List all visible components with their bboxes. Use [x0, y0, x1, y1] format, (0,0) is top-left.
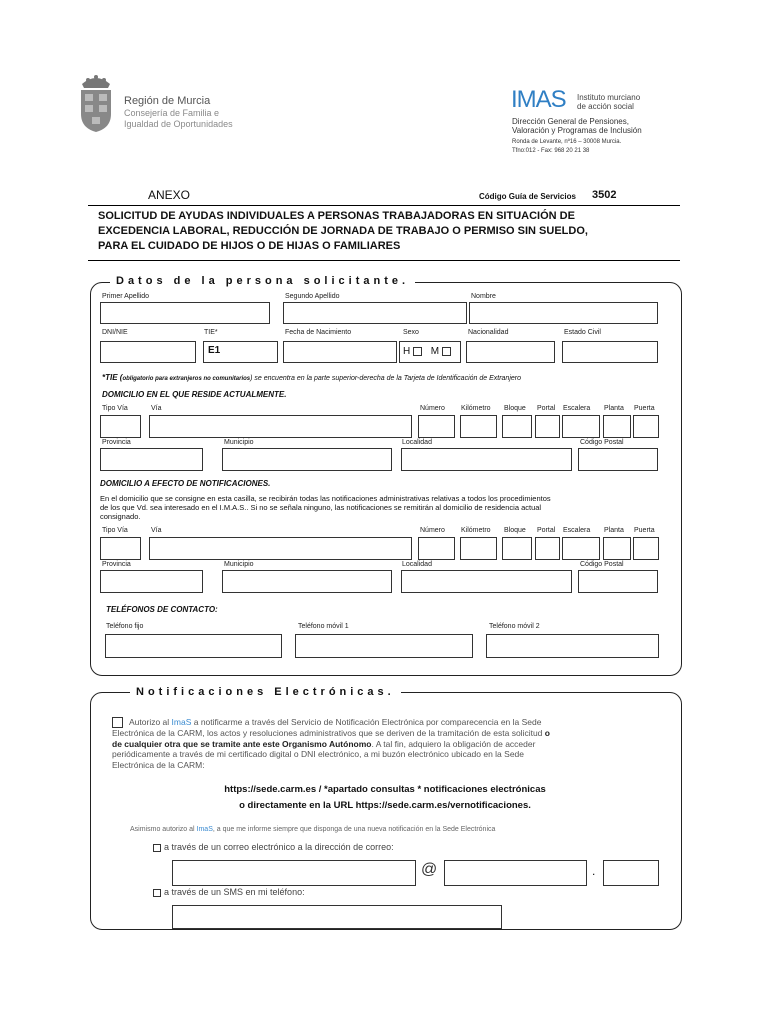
email-user-field[interactable] — [172, 860, 416, 886]
segundo-apellido-label: Segundo Apellido — [285, 293, 340, 300]
planta-label: Planta — [604, 405, 624, 412]
notificaciones-text-line1: En el domicilio que se consigne en esta casilla, se recibirán todas las notificaciones administrativas relativas a todos los procedimientos — [100, 494, 551, 503]
region-name: Región de Murcia — [124, 95, 211, 107]
notificaciones-text-line3: consignado. — [100, 512, 141, 521]
telefono-movil2-label: Teléfono móvil 2 — [489, 623, 540, 630]
planta-field[interactable] — [603, 415, 631, 438]
puerta-field[interactable] — [633, 415, 659, 438]
tipo-via-label: Tipo Vía — [102, 405, 128, 412]
fecha-nacimiento-label: Fecha de Nacimiento — [285, 329, 352, 336]
notif-escalera-field[interactable] — [562, 537, 600, 560]
sexo-label: Sexo — [403, 329, 419, 336]
notif-planta-field[interactable] — [603, 537, 631, 560]
sms-phone-field[interactable] — [172, 905, 502, 929]
sede-url-line2[interactable]: o directamente en la URL https://sede.carm.es/vernotificaciones. — [239, 800, 531, 811]
sede-url-line1[interactable]: https://sede.carm.es / *apartado consultas * notificaciones electrónicas — [224, 784, 546, 795]
primer-apellido-field[interactable] — [100, 302, 270, 324]
email-option: a través de un correo electrónico a la dirección de correo: — [153, 842, 394, 852]
nacionalidad-label: Nacionalidad — [468, 329, 509, 336]
notif-portal-field[interactable] — [535, 537, 560, 560]
notif-numero-label: Número — [420, 527, 445, 534]
notif-planta-label: Planta — [604, 527, 624, 534]
codigo-postal-label: Código Postal — [580, 439, 624, 446]
sms-option-checkbox[interactable] — [153, 889, 161, 897]
electronicas-heading: Notificaciones Electrónicas. — [130, 686, 401, 698]
notif-codigo-postal-field[interactable] — [578, 570, 658, 593]
notificaciones-text-line2: de los que Vd. sea interesado en el I.M.A.S.. Si no se señala ninguno, las notificaciones se remitirán al domicilio de residencia actual — [100, 503, 542, 512]
notif-localidad-label: Localidad — [402, 561, 432, 568]
imas-logo: IMAS — [511, 86, 566, 113]
title-box — [88, 205, 680, 261]
telefono-fijo-label: Teléfono fijo — [106, 623, 144, 630]
telefono-movil1-label: Teléfono móvil 1 — [298, 623, 349, 630]
notif-via-label: Vía — [151, 527, 162, 534]
title-line1: SOLICITUD DE AYUDAS INDIVIDUALES A PERSONAS TRABAJADORAS EN SITUACIÓN DE — [98, 210, 575, 222]
nombre-label: Nombre — [471, 293, 496, 300]
direccion-line2: Valoración y Programas de Inclusión — [512, 126, 642, 135]
dni-field[interactable] — [100, 341, 196, 363]
notif-codigo-postal-label: Código Postal — [580, 561, 624, 568]
via-field[interactable] — [149, 415, 412, 438]
consejeria-line1: Consejería de Familia e — [124, 108, 220, 118]
notif-puerta-label: Puerta — [634, 527, 655, 534]
email-tld-field[interactable] — [603, 860, 659, 886]
title-line2: EXCEDENCIA LABORAL, REDUCCIÓN DE JORNADA DE TRABAJO O PERMISO SIN SUELDO, — [98, 225, 588, 237]
tipo-via-field[interactable] — [100, 415, 141, 438]
notif-provincia-label: Provincia — [102, 561, 131, 568]
notif-puerta-field[interactable] — [633, 537, 659, 560]
portal-label: Portal — [537, 405, 556, 412]
codigo-guia-value: 3502 — [592, 189, 617, 201]
anexo-label: ANEXO — [148, 188, 191, 202]
notif-escalera-label: Escalera — [563, 527, 591, 534]
kilometro-field[interactable] — [460, 415, 497, 438]
segundo-apellido-field[interactable] — [283, 302, 467, 324]
sexo-h-checkbox[interactable] — [413, 347, 422, 356]
provincia-label: Provincia — [102, 439, 131, 446]
estado-civil-field[interactable] — [562, 341, 658, 363]
escalera-label: Escalera — [563, 405, 591, 412]
localidad-field[interactable] — [401, 448, 572, 471]
notif-bloque-label: Bloque — [504, 527, 526, 534]
asimismo-text: Asimismo autorizo al ImaS, a que me informe siempre que disponga de una nueva notificación en la Sede Electrónica — [130, 826, 496, 833]
autorizo-checkbox[interactable] — [112, 717, 123, 728]
notif-tipo-via-field[interactable] — [100, 537, 141, 560]
nacionalidad-field[interactable] — [466, 341, 555, 363]
title-line3: PARA EL CUIDADO DE HIJOS O DE HIJAS O FAMILIARES — [98, 240, 401, 252]
sexo-m-checkbox[interactable] — [442, 347, 451, 356]
notif-kilometro-field[interactable] — [460, 537, 497, 560]
telefono-movil1-field[interactable] — [295, 634, 473, 658]
imas-address: Ronda de Levante, nº16 – 30008 Murcia. — [512, 139, 622, 145]
notif-numero-field[interactable] — [418, 537, 455, 560]
notif-via-field[interactable] — [149, 537, 412, 560]
email-domain-field[interactable] — [444, 860, 587, 886]
dni-label: DNI/NIE — [102, 329, 128, 336]
municipio-field[interactable] — [222, 448, 392, 471]
direccion-line1: Dirección General de Pensiones, — [512, 117, 629, 126]
kilometro-label: Kilómetro — [461, 405, 491, 412]
sexo-h-label: H — [403, 346, 411, 357]
solicitante-heading: Datos de la persona solicitante. — [110, 275, 415, 287]
notif-kilometro-label: Kilómetro — [461, 527, 491, 534]
estado-civil-label: Estado Civil — [564, 329, 601, 336]
consejeria-line2: Igualdad de Oportunidades — [124, 119, 233, 129]
provincia-field[interactable] — [100, 448, 203, 471]
municipio-label: Municipio — [224, 439, 254, 446]
tie-label: TIE* — [204, 329, 218, 336]
via-label: Vía — [151, 405, 162, 412]
telefonos-heading: TELÉFONOS DE CONTACTO: — [106, 605, 218, 614]
localidad-label: Localidad — [402, 439, 432, 446]
imas-name-line2: de acción social — [577, 102, 634, 111]
codigo-postal-field[interactable] — [578, 448, 658, 471]
puerta-label: Puerta — [634, 405, 655, 412]
region-murcia-logo — [76, 70, 116, 134]
escalera-field[interactable] — [562, 415, 600, 438]
notif-portal-label: Portal — [537, 527, 556, 534]
numero-field[interactable] — [418, 415, 455, 438]
notif-bloque-field[interactable] — [502, 537, 532, 560]
notif-tipo-via-label: Tipo Vía — [102, 527, 128, 534]
codigo-guia-label: Código Guía de Servicios — [479, 192, 576, 201]
bloque-label: Bloque — [504, 405, 526, 412]
at-sign: @ — [421, 861, 438, 878]
telefono-fijo-field[interactable] — [105, 634, 282, 658]
notif-municipio-label: Municipio — [224, 561, 254, 568]
numero-label: Número — [420, 405, 445, 412]
portal-field[interactable] — [535, 415, 560, 438]
tie-field[interactable]: E1 — [203, 341, 278, 363]
domicilio-heading: DOMICILIO EN EL QUE RESIDE ACTUALMENTE. — [102, 390, 287, 399]
notif-municipio-field[interactable] — [222, 570, 392, 593]
primer-apellido-label: Primer Apellido — [102, 293, 150, 300]
notificaciones-domicilio-heading: DOMICILIO A EFECTO DE NOTIFICACIONES. — [100, 479, 271, 488]
sms-option: a través de un SMS en mi teléfono: — [153, 887, 305, 897]
dot-sign: . — [592, 864, 596, 878]
bloque-field[interactable] — [502, 415, 532, 438]
notif-provincia-field[interactable] — [100, 570, 203, 593]
notif-localidad-field[interactable] — [401, 570, 572, 593]
sexo-m-label: M — [430, 346, 440, 357]
telefono-movil2-field[interactable] — [486, 634, 659, 658]
imas-phone: Tfno:012 - Fax: 968 20 21 38 — [512, 148, 590, 154]
coat-of-arms-icon — [76, 70, 116, 134]
tie-note: *TIE (obligatorio para extranjeros no comunitarios) se encuentra en la parte superior-derecha de la Tarjeta de Identificación de Extranjero — [102, 373, 521, 382]
fecha-nacimiento-field[interactable] — [283, 341, 397, 363]
autorizo-paragraph: Autorizo al ImaS a notificarme a través del Servicio de Notificación Electrónica por comparecencia en la Sede Electrónica de la CARM, los actos y resoluciones administrativos que se deriven de la tramitación de esta solicitud o de cualquier otra que se tramite ante este Organismo Autónomo. A tal fin, adquiero la obligación de acceder periódicamente a través de mi certificado digital o DNI electrónico, a mi buzón electrónico ubicado en la Sede Electrónica de la CARM: — [112, 717, 550, 770]
nombre-field[interactable] — [469, 302, 658, 324]
sexo-field — [399, 341, 461, 363]
imas-name-line1: Instituto murciano — [577, 93, 641, 102]
email-option-checkbox[interactable] — [153, 844, 161, 852]
